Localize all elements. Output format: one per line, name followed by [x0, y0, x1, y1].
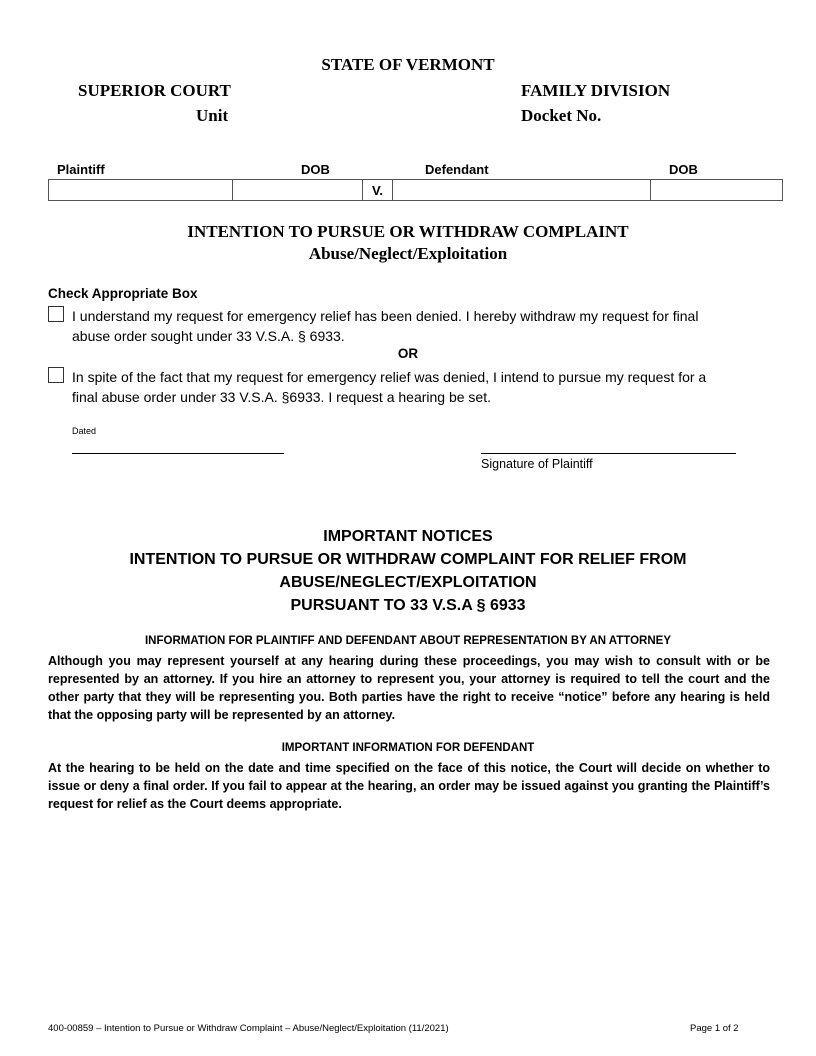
plaintiff-label: Plaintiff	[57, 162, 105, 177]
signature-label: Signature of Plaintiff	[481, 457, 593, 471]
dated-label: Dated	[72, 426, 97, 436]
withdraw-checkbox[interactable]	[48, 306, 64, 322]
withdraw-option-line1: I understand my request for emergency relief has been denied. I hereby withdraw my request for final	[72, 308, 699, 324]
versus-cell: V.	[363, 180, 393, 201]
form-title: INTENTION TO PURSUE OR WITHDRAW COMPLAINT	[187, 222, 629, 241]
plaintiff-dob-field[interactable]	[233, 180, 363, 201]
docket-label: Docket No.	[521, 106, 602, 125]
check-heading: Check Appropriate Box	[48, 286, 198, 301]
defendant-heading: IMPORTANT INFORMATION FOR DEFENDANT	[281, 742, 535, 754]
defendant-dob-field[interactable]	[651, 180, 784, 201]
defendant-paragraph: At the hearing to be held on the date and time specified on the face of this notice, the Court will decide on whether to issue or deny a final order. If you fail to appear at the hearing, an order may be issued against you granting the Plaintiff’s request for relief as the Court deems appropriate.	[48, 761, 770, 811]
attorney-paragraph: Although you may represent yourself at any hearing during these proceedings, you may wish to consult with or be represented by an attorney. If you hire an attorney to represent you, your attorney is required to tell the court and the other party that they will be representing you. Both parties have the right to receive “notice” before any hearing is held that the opposing party will be represented by an attorney.	[48, 654, 770, 722]
pursue-checkbox[interactable]	[48, 367, 64, 383]
notices-subtitle-1: INTENTION TO PURSUE OR WITHDRAW COMPLAINT FOR RELIEF FROM	[129, 551, 687, 568]
pursue-option-line1: In spite of the fact that my request for emergency relief was denied, I intend to pursue my request for a	[72, 369, 707, 385]
plaintiff-name-field[interactable]	[49, 180, 233, 201]
withdraw-option-line2: abuse order sought under 33 V.S.A. § 6933.	[72, 328, 345, 344]
defendant-label: Defendant	[425, 162, 489, 177]
form-id-footer: 400-00859 – Intention to Pursue or Withdraw Complaint – Abuse/Neglect/Exploitation (11/2021)	[48, 1023, 449, 1034]
pursue-option-line2: final abuse order under 33 V.S.A. §6933. I request a hearing be set.	[72, 389, 491, 405]
page-number: Page 1 of 2	[690, 1023, 739, 1034]
or-label: OR	[397, 346, 419, 361]
date-line[interactable]	[72, 453, 284, 454]
withdraw-option-text	[72, 306, 772, 346]
signature-line[interactable]	[481, 453, 736, 454]
notices-title: IMPORTANT NOTICES	[323, 528, 493, 545]
notices-subtitle-3: PURSUANT TO 33 V.S.A § 6933	[290, 597, 526, 614]
division-name: FAMILY DIVISION	[521, 81, 671, 100]
attorney-heading: INFORMATION FOR PLAINTIFF AND DEFENDANT ABOUT REPRESENTATION BY AN ATTORNEY	[144, 635, 671, 647]
defendant-name-field[interactable]	[393, 180, 651, 201]
defendant-dob-label: DOB	[669, 162, 698, 177]
form-subtitle: Abuse/Neglect/Exploitation	[308, 244, 508, 263]
notices-subtitle-2: ABUSE/NEGLECT/EXPLOITATION	[279, 574, 537, 591]
unit-label: Unit	[196, 106, 229, 125]
plaintiff-dob-label: DOB	[301, 162, 330, 177]
state-heading: STATE OF VERMONT	[321, 55, 495, 74]
party-table	[48, 179, 783, 201]
court-name: SUPERIOR COURT	[78, 81, 231, 100]
pursue-option-text	[72, 367, 772, 407]
